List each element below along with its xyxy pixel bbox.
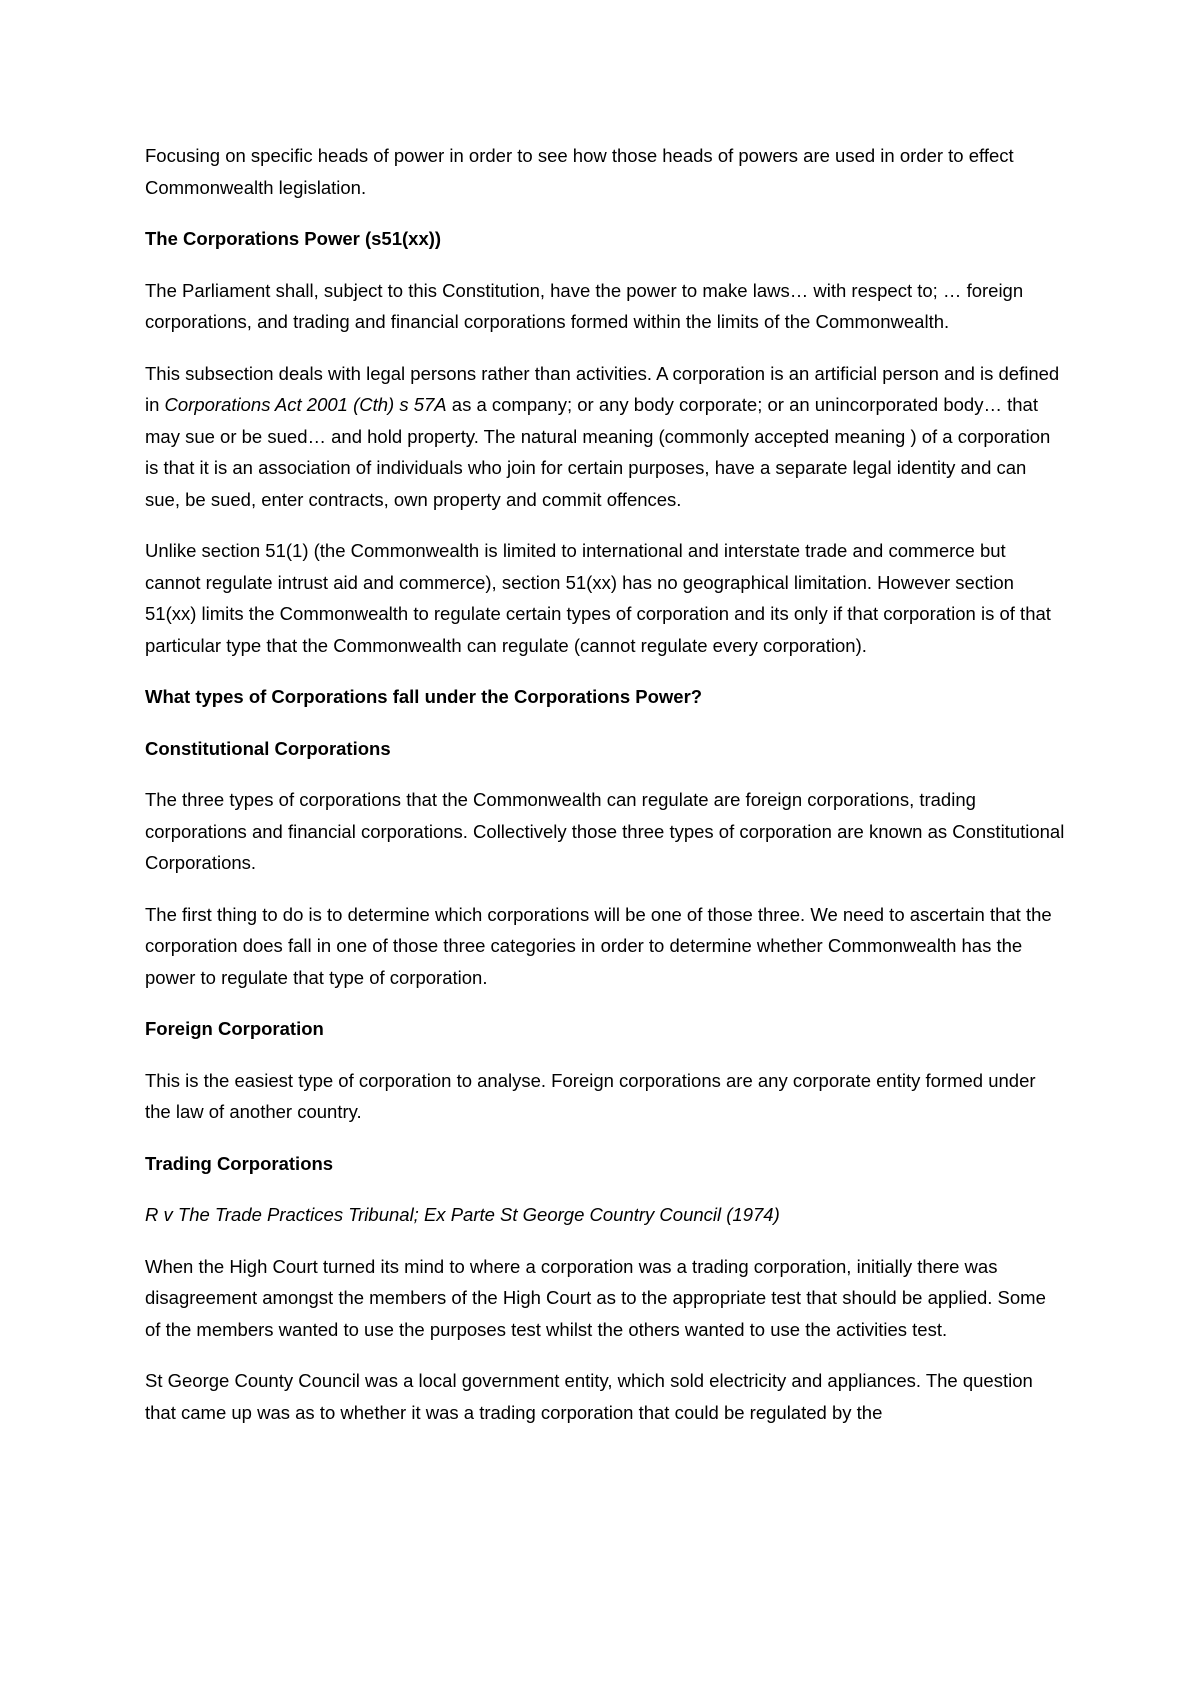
heading-constitutional-corporations: Constitutional Corporations	[145, 737, 391, 759]
heading-trading-corporations: Trading Corporations	[145, 1152, 334, 1174]
definition-text-part-2: as a company; or any body corporate; or an unincorporated body… that may sue or be sued… and hold property. The natural meaning (commonly accepted meaning ) of a corporation is that it is an association of individuals who join for certain purposes, have a separate legal identity and can sue, be sued, enter contracts, own property and commit offences.	[145, 394, 1051, 510]
heading-foreign-corporation: Foreign Corporation	[145, 1018, 324, 1039]
determine-category-paragraph: The first thing to do is to determine which corporations will be one of those three. We need to ascertain that the corporation does fall in one of those three categories in order to determine whether Commonwealth has the power to regulate that type of corporation.	[145, 903, 1052, 988]
foreign-corporation-paragraph: This is the easiest type of corporation to analyse. Foreign corporations are any corporate entity formed under the law of another country.	[145, 1069, 1036, 1122]
definition-text-part-1: This subsection deals with legal persons rather than activities. A corporation is an artificial person and is defined in	[145, 362, 1060, 415]
st-george-paragraph: St George County Council was a local government entity, which sold electricity and appliances. The question that came up was as to whether it was a trading corporation that could be regulated by the	[145, 1370, 1033, 1423]
heading-types-of-corporations: What types of Corporations fall under the Corporations Power?	[145, 686, 703, 707]
definition-paragraph	[145, 358, 1065, 516]
document-body	[145, 140, 1065, 1448]
geographical-limitation-paragraph: Unlike section 51(1) (the Commonwealth is limited to international and interstate trade and commerce but cannot regulate intrust aid and commerce), section 51(xx) has no geographical limitation. However section 51(xx) limits the Commonwealth to regulate certain types of corporation and its only if that corporation is of that particular type that the Commonwealth can regulate (cannot regulate every corporation).	[145, 540, 1051, 656]
constitution-quote-paragraph: The Parliament shall, subject to this Constitution, have the power to make laws… with respect to; … foreign corporations, and trading and financial corporations formed within the limits of the Commonwealth.	[145, 279, 1024, 332]
heading-corporations-power: The Corporations Power (s51(xx))	[145, 228, 442, 249]
intro-paragraph: Focusing on specific heads of power in order to see how those heads of powers are used in order to effect Commonwealth legislation.	[145, 145, 1014, 198]
statute-citation: Corporations Act 2001 (Cth) s 57A	[164, 394, 447, 415]
constitutional-corporations-paragraph: The three types of corporations that the Commonwealth can regulate are foreign corporations, trading corporations and financial corporations. Collectively those three types of corporation are known as Constitutional Corporations.	[145, 789, 1065, 873]
high-court-test-paragraph: When the High Court turned its mind to where a corporation was a trading corporation, initially there was disagreement amongst the members of the High Court as to the appropriate test that should be applied. Some of the members wanted to use the purposes test whilst the others wanted to use the activities test.	[145, 1255, 1046, 1340]
case-citation: R v The Trade Practices Tribunal; Ex Parte St George Country Council (1974)	[145, 1204, 780, 1225]
